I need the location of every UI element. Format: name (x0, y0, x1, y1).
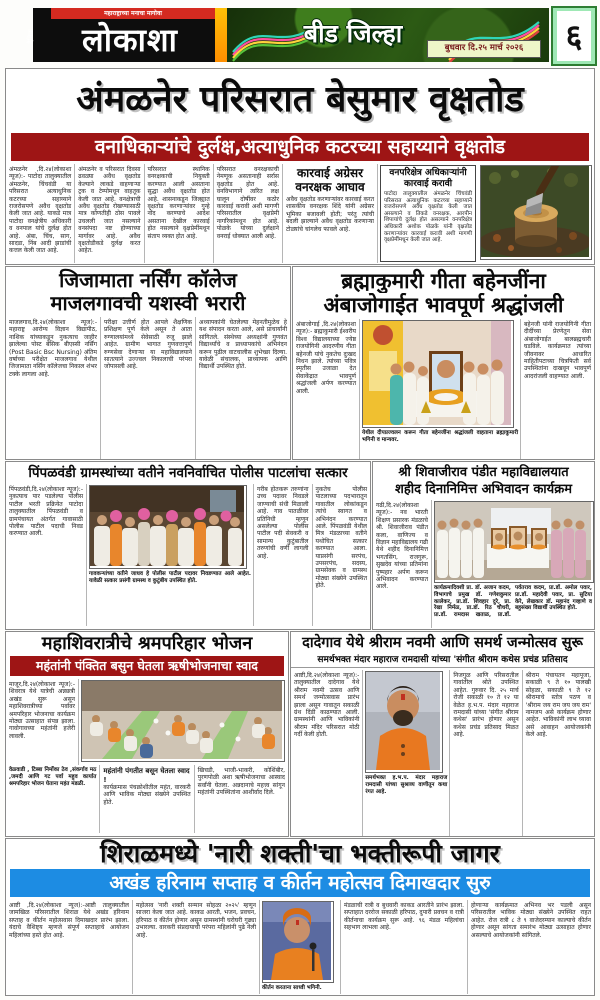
shiral-col-1: आष्टी ,दि.२४(लोकाशा न्यूज):-आष्टी तालुक्यातील जामखिळ परिसरातील शिराळ येथे अखंड हरिनाम सप्ताह व कीर्तन महोत्सवास दिमाखदार प्रारंभ झाला. यंदाचे वैशिष्ट्य म्हणजे संपूर्ण सप्ताहाचे आयोजन महिलांच्या हस्ते होत आहे. (9, 902, 129, 939)
demand-box-title: वनपरिक्षेत्र अधिकाऱ्यांनी कारवाई करावी (389, 168, 467, 189)
newspaper-title: लोकाशा (82, 21, 178, 59)
dadegaon-col-3: निजगुळ आणि परिसरातील गावांतील श्रोते उपस्थित आहेत. गुरुवार दि. २५ मार्च रोजी सकाळी १० ते १२ या वेळेत ह.भ.प. मंदार महाराज रामदासी यांच्या 'संगीत श्रीराम कथेस' प्रारंभ होणार असून कथेस प्रचंड प्रतिसाद मिळत आहे. (449, 670, 521, 836)
logo-block (26, 8, 215, 62)
lead-action-text: अवैध वृक्षतोड करणाऱ्यांवर कारवाई करत शासकीय वनरक्षक शिंदे यांनी अग्रेसर भूमिका बजावली होती; परंतु त्यांची बदली झाल्याने अवैध वृक्षतोड करणाऱ्या टोळ्यांचे चांगलेच फावले आहे. (286, 196, 374, 233)
shiral-col-5: होणाऱ्या कार्यक्रमात अभिनव भर पडली असून परिसरातील भाविक मोठ्या संख्येने उपस्थित राहत आहेत. रोज रात्री ८ ते ९ वाजेदरम्यान काल्याचे कीर्तन होणार असून सांगता समारंभ मोठ्या उत्साहात होणार असल्याचे आयोजकांनी सांगितले. (467, 900, 594, 994)
dadegaon-col-4: श्रीराम पंचायतन महापूजा, सकाळी ९ ते १० पालखी सोहळा, सकाळी ९ ते १२ श्रीरामाचे स्तोत्र पठण व 'श्रीराम जय राम जय जय राम' नामजप असे कार्यक्रम होणार आहेत. भाविकांनी लाभ घ्यावा असे आवाहन आयोजकांनी केले आहे. (522, 670, 594, 836)
article-pimpalwandi (5, 461, 371, 630)
pimpalwandi-col-r2: नुकतेच पोलीस पाटलाच्या पदभारातून गावातील लोकांकडून त्यांचे स्वागत व अभिनंदन करण्यात आले. पिंपळवंडी येथील मित्र मंडळाच्या वतीने यथोचित सत्कार करण्यात आला. याप्रसंगी सरपंच, उपसरपंच, सदस्य, ग्रामसेवक व ग्रामस्थ मोठ्या संख्येने उपस्थित होते. (312, 484, 371, 626)
axe-stump-photo (480, 165, 592, 260)
pimpalwandi-col-left: पिंपळवंडी,दि.२४(लोकाशा न्यूज):- नुकत्याच पार पडलेल्या पोलीस पाटील भरती प्रक्रियेत पाटोदा तालुक्यातील पिंपळवंडी व ग्रामपंचायत अंतर्गत गावासाठी पोलीस पाटील पदाची निवड करण्यात आली. (9, 486, 83, 538)
lead-body-col-1: अंमळनेर ,दि.२४(लोकाशा न्यूज):- पाटोदा तालुक्यातील अंमळनेर, चिंचवंडी या परिसरात अत्याधुनिक कटरच्या सहाय्याने राजरोसपणे अवैध वृक्षतोड केली जात आहे. याकडे मात्र पाटोदा वनक्षेत्रीय अधिकारी व वनपाल यांचे दुर्लक्ष होत आहे. अंबा, चिंच, साग, सादडा, निंब आदी झाडांची कत्तल केली जात आहे. (9, 166, 72, 255)
page-number-box (551, 6, 597, 66)
article-brahmakumari (292, 266, 595, 460)
shivajirao-headline-line2: शहीद दिनानिमित्त अभिवादन कार्यक्रम (395, 482, 572, 497)
meal-body-2: खिचडी, भाजी-भाकरी, कोशिंबीर, पुरणपोळी अशा ऋषीभोजनाचा आस्वाद सर्वांनी घेतला. अन्नदानाचे महत्त्व सांगून महंतांनी उपस्थितांना आशीर्वाद दिले. (194, 765, 288, 833)
brahmakumari-headline-line2: अंबाजोगाईत भावपूर्ण श्रद्धांजली (323, 293, 564, 317)
maharaj-portrait-photo (365, 671, 443, 773)
tribute-photo (362, 320, 514, 428)
nursing-headline-line1: जिजामाता नर्सिंग कॉलेज (59, 268, 237, 292)
mahashivratri-subhead: महंतांनी पंक्तित बसुन घेतला ऋषीभोजनाचा स्वाद (10, 656, 284, 676)
masthead (5, 6, 595, 64)
nursing-body-col-2: परीक्षा उत्तीर्ण होत आपले शैक्षणिक प्रशिक्षण पूर्ण केले असून ते आता रुग्णालयांमध्ये सेवेसाठी रुजू झाले आहेत. ग्रामीण भागात गुणवत्तापूर्ण रुग्णसेवा देणाऱ्या या महाविद्यालयाने सातत्याने उज्ज्वल निकालाची परंपरा जोपासली आहे. (100, 317, 195, 459)
mahashivratri-col-left: माजूर,दि.२४(लोकाशा न्यूज):- शिवरात्र येथे यात्रेची अन्नछत्री अखंड सुरू असून महाशिवरात्रीच्या पर्वावर श्रमपरिहार भोजनाचा कार्यक्रम मोठ्या उत्साहात संपन्न झाला. गावोगावच्या महंतांनी हजेरी लावली. (9, 681, 75, 740)
lead-body-col-4: परिसरात वनरक्षकाची नेमणूक असतानाही सर्रास वृक्षतोड होत आहे. वनविभागाने त्वरित लक्ष घालून दोषींवर कठोर कारवाई करावी अशी मागणी परिसरातील वृक्षप्रेमी नागरिकांमधून होत आहे. पोळके यांच्या दुर्लक्षाने वनराई धोक्यात आली आहे. (213, 164, 282, 263)
shiral-col-2: महोत्सव 'नारी शक्ती सन्मान सोहळा २०२५' म्हणून साजरा केला जात आहे. काकड आरती, भजन, प्रवचन, हरिपाठ व कीर्तन होणार असून ग्रामस्थांनी घरोघरी गुढ्या उभारल्या. वारकरी संप्रदायाची परंपरा महिलांनी पुढे नेली आहे. (132, 900, 259, 994)
page-number: ६ (557, 11, 591, 61)
date-box (427, 40, 541, 58)
dadegaon-headline: दादेगाव येथे श्रीराम नवमी आणि समर्थ जन्मोत्सव सुरू (302, 635, 583, 651)
article-mahashivratri (5, 631, 289, 837)
martyrs-day-photo (434, 501, 594, 583)
lead-action-headline: कारवाई अग्रेसर वनरक्षक आघाव (295, 166, 365, 194)
mahashivratri-headline: महाशिवरात्रीचे श्रमपरिहार भोजन (41, 633, 253, 654)
lead-subhead: वनाधिकाऱ्यांचे दुर्लक्ष,अत्याधुनिक कटरच्या सहाय्याने वृक्षतोड (11, 133, 589, 161)
felicitation-photo (89, 485, 247, 569)
article-shiral (5, 838, 595, 996)
meal-body-1: कार्यक्रमास पंचक्रोशीतील महंत, वारकरी आणि भाविक मोठ्या संख्येने उपस्थित होते. (103, 784, 191, 806)
lead-headline: अंमळनेर परिसरात बेसुमार वृक्षतोड (76, 79, 524, 120)
dadegaon-col-1: आष्टी,दि.२४(लोकाशा न्यूज):- तालुक्यातील दादेगाव येथे श्रीराम नवमी उत्सव आणि समर्थ जन्मोत्सवास प्रारंभ झाला असून गावातून सकाळी ग्रंथ दिंडी काढण्यात आली. ग्रामस्थांनी आणि भाविकांनी श्रीराम मंदिर परिसरात मोठी गर्दी केली होती. (294, 672, 360, 739)
article-lead (5, 68, 595, 265)
community-meal-photo (81, 680, 285, 762)
shiral-headline: शिराळमध्ये 'नारी शक्ती'चा भक्तीरूपी जागर (100, 839, 500, 868)
brahmakumari-col-left: अंबाजोगाई ,दि.२४(लोकाशा न्यूज):- ब्रह्माकुमारी ईश्वरीय विश्व विद्यालयाच्या ज्येष्ठ राजयोगिनी आदरणीय गीता बहेनजी यांचे नुकतेच दुःखद निधन झाले. त्यांच्या पवित्र स्मृतीस उजाळा देत सेवाकेंद्रात भावपूर्ण श्रद्धांजली अर्पण करण्यात आली. (296, 321, 356, 395)
meal-bold-lead: महंतांनी पंगतीत बसून घेतला स्वाद ! (103, 767, 190, 784)
article-dadegaon (290, 631, 595, 837)
brahmakumari-col-right: बहेनजी यांनी राजयोगिनी गीता दीदींच्या प्रेरणेतून सेवा अंबाजोगाईत बालब्रह्मचारी घडविले. कार्यक्रमात त्यांच्या जीवनावर आधारित माहितीपटाच्या चित्रफिती सर्व उपस्थितांना दाखवून भावपूर्ण आदरांजली वाहण्यात आली. (520, 319, 594, 459)
nursing-body-col-1: माजलगाव,दि.२४(लोकाशा न्यूज):- महाराष्ट्र आरोग्य विज्ञान विद्यापीठ, नाशिक यांच्याकडून नुकत्याच जाहीर झालेल्या पोस्ट बेसिक बीएस्सी नर्सिंग (Post Basic Bsc Nursing) अंतिम वर्षाच्या परीक्षेत माजलगाव येथील जिजामाता नर्सिंग कॉलेजचा निकाल शंभर टक्के लागला आहे. (9, 319, 97, 378)
logo-tagline: महाराष्ट्राच्या मनाचा मागोवा (51, 8, 215, 19)
demand-box (380, 165, 476, 262)
article-shivajirao (372, 461, 595, 630)
issue-date: बुधवार दि.२५ मार्च २०२६ (444, 43, 524, 53)
felicitation-photo-caption: गावकऱ्यांच्या वतीने जाधव हे पोलीस पाटील पदावर निवडण्यात आले आहेत. यावेळी सत्कार प्रसंगी ग्रामस्थ व कुटुंबीय उपस्थित होते. (89, 571, 251, 584)
martyrs-photo-caption: कार्यक्रमादिवशी प्रा. डॉ. अजान कदम, विभागाचे प्रमुख डॉ. गणेशकुमार कालेकर, प्रा.डॉ. शिवहार दुरे, प्रा. रेखा निर्मळ, प्रा.डॉ. रिठ चौधरी, प्रा.डॉ. रामदास खताळ, प्रा.डॉ. पर्वतराव कदम, प्रा.डॉ. अमोल पवार, प्रा.डॉ. महादेवी पवार, प्रा. सुटिया केरे, लेखकार डॉ. महानंद गव्हाणे व बहुसंख्य विद्यार्थी उपस्थित होते. (434, 585, 592, 619)
shiral-subhead: अखंड हरिनाम सप्ताह व कीर्तन महोत्सव दिमाखदार सुरु (10, 869, 590, 897)
shivajirao-headline-line1: श्री शिवाजीराव पंडीत महाविद्यालयात (398, 465, 569, 480)
shiral-col-4: मंडळाची रात्री व बुधवारी काकड आरतीने प्रारंभ झाला. सप्ताहात दररोज सकाळी हरिपाठ, दुपारी प्रवचन व रात्री कीर्तनाचा कार्यक्रम सुरू आहे. ९६ मंडळ महिलांचा सहभाग लाभला आहे. (340, 900, 467, 994)
tribute-photo-caption: येथील दीपप्रज्वलन करून गीता बहेनजींना श्रद्धांजली वाहताना ब्रह्माकुमारी भगिनी व मान्यवर. (362, 430, 518, 443)
lead-body-col-3: परिसरात स्थानिक वनरक्षकाची नियुक्ती करण्यात आली असताना सुद्धा अवैध वृक्षतोड होत आहे. शासनाकडून जिल्ह्यात वृक्षतोड करणाऱ्यांवर गुन्हे नोंद करण्याचे आदेश असताना देखील कारवाई होत नसल्याने वृक्षप्रेमींमधून संताप व्यक्त होत आहे. (144, 164, 213, 263)
logo-daily-label: दैनिक (26, 29, 35, 44)
edition-banner (227, 8, 549, 62)
edition-title: बीड जिल्हा (303, 19, 403, 48)
kirtan-photo-caption: कीर्तन करताना साध्वी भगिनी. (262, 985, 322, 991)
lead-body-col-2: अंमळनेर व परिसरात दिवसा ढवळ्या अवैध वृक्षतोड केल्याने लाकडे वाहणाऱ्या ट्रक व टेम्पोमधून वाहतूक केली जात आहे. वनक्षेत्राची अवैध वृक्षतोड रोखण्यासाठी मात्र कोणतीही ठोस पावले उचलली जात नसल्याने वनसंपदा नष्ट होण्याच्या मार्गावर आहे. अवैध वृक्षतोडीकडे दुर्लक्ष करत आहेत. (74, 164, 143, 263)
nursing-body-col-3: अध्यापकांनी घेतलेल्या मेहनतीमुळेच हे यश संपादन करता आले, असे प्राचार्यांनी सांगितले. संस्थेच्या अध्यक्षांनी गुणवंत विद्यार्थ्यांचे व प्राध्यापकांचे अभिनंदन करून पुढील वाटचालीस शुभेच्छा दिल्या. यावेळी संचालक, प्राध्यापक आणि विद्यार्थी उपस्थित होते. (195, 317, 290, 459)
pimpalwandi-headline: पिंपळवंडी ग्रामस्थांच्या वतीने नवनिर्वाचित पोलीस पाटलांचा सत्कार (28, 465, 348, 481)
dadegaon-col-2: समर्थभक्त ह.भ.प. मंदार महाराज रामदासी यांच्या सुश्राव्य वाणीतून कथा रंगत आहे. (365, 775, 448, 795)
pimpalwandi-col-r1: गरीब होतकरू तरुणांना उच्च पदावर निवडले जाण्याची संधी मिळाली आहे. गाव पातळीवर प्रतिनिधी म्हणून असलेल्या पोलीस पाटील पदी सेवकरी व सामान्य कुटुंबातील तरुणांची वर्णी लागली आहे. (253, 484, 312, 626)
lead-action-block (282, 164, 377, 263)
dadegaon-subhead: समर्थभक्त मंदार महाराज रामदासी यांच्या 'संगीत श्रीराम कथेस प्रचंड प्रतिसाद (291, 654, 594, 668)
meal-photo-caption: वेळवाडी , टिब्बा निर्मोका ठेव ,संकर्गाव मठ ,जमदी आणि गट पर्वा महुव कार्यात श्रमपरिहार भोजन घेताना महंत मंडळी. (9, 767, 97, 787)
article-nursing-college (5, 266, 291, 460)
brahmakumari-headline-line1: ब्रह्माकुमारी गीता बहेनजींना (341, 269, 546, 293)
kirtan-singer-photo (262, 901, 334, 983)
orange-accent-strip (215, 8, 227, 62)
demand-box-text: पाटोदा तालुक्यातील अंमळनेर चिंचवंडी परिसरात अत्याधुनिक कटरच्या सहाय्याने राजरोसपणे अवैध वृक्षतोड केली जात असल्याने व तिकडे वनरक्षक, आरपीन शिपायांचे दुर्लक्ष होत असल्याने वनपरिक्षेत्र अधिकारी अशोक पोळके यांनी वृक्षतोड करणाऱ्यांवर कारवाई करावी अशी मागणी वृक्षप्रेमींमधून केली जात आहे. (384, 191, 472, 244)
shivajirao-col-left: गढी,दि.२४(लोकाशा न्यूज):- नव भारती शिक्षण प्रसारक मंडळाचे श्री. शिवाजीराव पंडीत कला, वाणिज्य व विज्ञान महाविद्यालय गढी येथे शहीद दिनानिमित्त भगतसिंग, राजगुरू, सुखदेव यांच्या प्रतिमांना पुष्पहार अर्पण करून अभिवादन करण्यात आले. (376, 502, 428, 591)
nursing-headline-line2: माजलगावची यशस्वी भरारी (50, 292, 246, 315)
